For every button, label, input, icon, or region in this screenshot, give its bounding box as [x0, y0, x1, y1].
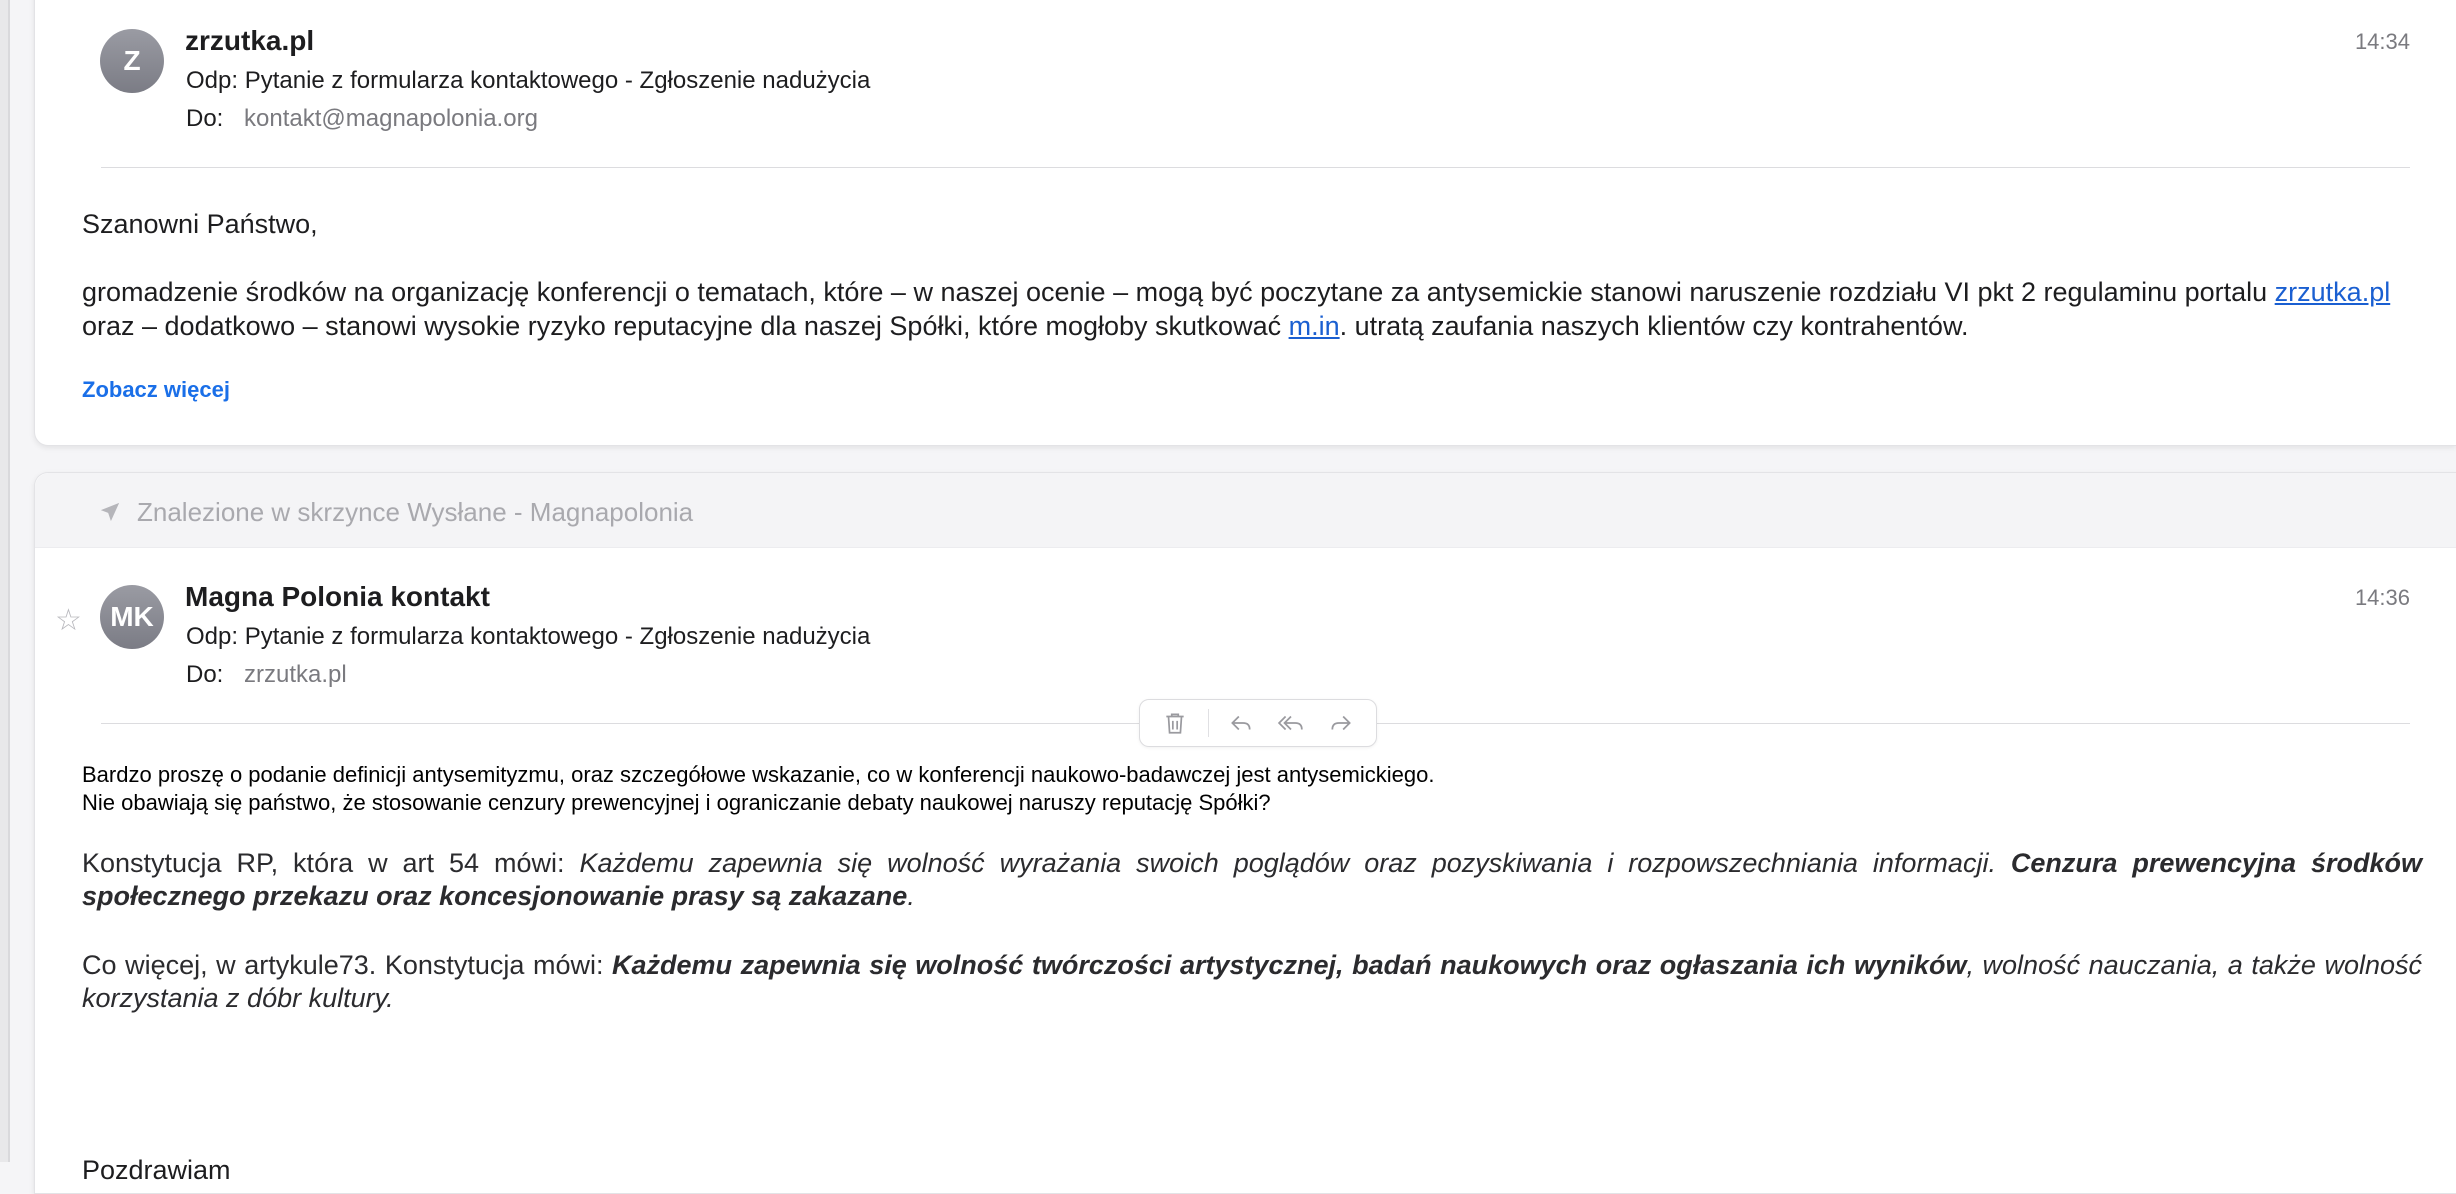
- email-card-2[interactable]: [34, 472, 2456, 1194]
- recipient-address[interactable]: zrzutka.pl: [244, 661, 347, 688]
- email-subject: Odp: Pytanie z formularza kontaktowego - Zgłoszenie nadużycia: [186, 623, 871, 650]
- email-body: [82, 275, 2422, 343]
- constitution-paragraph-1: [82, 847, 2422, 913]
- action-separator: [1208, 709, 1209, 737]
- paragraph-plain-text: Co więcej, w artykule73. Konstytucja mówi:: [82, 950, 613, 980]
- see-more-link[interactable]: Zobacz więcej: [82, 377, 230, 402]
- closing-text: Pozdrawiam: [82, 1155, 231, 1185]
- body-link-min[interactable]: m.in: [1288, 311, 1340, 341]
- email-greeting: Szanowni Państwo,: [82, 209, 318, 239]
- trash-icon[interactable]: [1158, 706, 1192, 740]
- paragraph-end: .: [907, 881, 915, 911]
- recipient-row: [186, 661, 347, 689]
- reply-body: [82, 761, 2422, 817]
- avatar: Z: [100, 29, 164, 93]
- paragraph-italic-text: Każdemu zapewnia się wolność wyrażania swoich poglądów oraz pozyskiwania i rozpowszechniania informacji.: [579, 848, 2011, 878]
- left-rail: [0, 0, 10, 1162]
- to-label: Do:: [186, 661, 224, 688]
- reply-line-1: Bardzo proszę o podanie definicji antysemityzmu, oraz szczegółowe wskazanie, co w konferencji naukowo-badawczej jest antysemickiego.: [82, 762, 1435, 787]
- found-in-mailbox-bar: [35, 473, 2456, 548]
- star-icon[interactable]: ☆: [55, 604, 82, 637]
- avatar: MK: [100, 585, 164, 649]
- reply-line-2: Nie obawiają się państwo, że stosowanie cenzury prewencyjnej i ograniczanie debaty naukowej naruszy reputację Spółki?: [82, 790, 1271, 815]
- paragraph-plain-text: Konstytucja RP, która w art 54 mówi:: [82, 848, 580, 878]
- body-link-zrzutka[interactable]: zrzutka.pl: [2274, 277, 2391, 307]
- constitution-paragraph-2: [82, 949, 2422, 1015]
- paragraph-bold-italic-text: Cenzura prewencyjna środków społecznego przekazu oraz koncesjonowanie prasy są zakazane: [82, 848, 2422, 911]
- paragraph-italic-text: , wolność nauczania, a także wolność korzystania z dóbr kultury.: [82, 950, 2422, 1013]
- paragraph-bold-italic-text: Każdemu zapewnia się wolność twórczości artystycznej, badań naukowych oraz ogłaszania ich wyników: [612, 950, 1967, 980]
- sender-name[interactable]: zrzutka.pl: [185, 25, 315, 56]
- body-text-part: oraz – dodatkowo – stanowi wysokie ryzyko reputacyjne dla naszej Spółki, które mogłoby skutkować: [82, 311, 1289, 341]
- to-label: Do:: [186, 105, 224, 132]
- recipient-address[interactable]: kontakt@magnapolonia.org: [244, 105, 538, 132]
- reply-icon[interactable]: [1224, 706, 1258, 740]
- email-card-1[interactable]: [34, 0, 2456, 446]
- forward-icon[interactable]: [1324, 706, 1358, 740]
- body-text-part: . utratą zaufania naszych klientów czy kontrahentów.: [1339, 311, 1969, 341]
- email-subject: Odp: Pytanie z formularza kontaktowego - Zgłoszenie nadużycia: [186, 67, 871, 94]
- paper-plane-icon: [99, 501, 121, 523]
- recipient-row: [186, 105, 538, 133]
- found-in-mailbox-text: Znalezione w skrzynce Wysłane - Magnapolonia: [137, 497, 694, 527]
- email-time: 14:34: [2354, 29, 2410, 54]
- header-divider: [101, 167, 2410, 168]
- reply-all-icon[interactable]: [1274, 706, 1308, 740]
- sender-name[interactable]: Magna Polonia kontakt: [185, 581, 490, 612]
- body-text-part: gromadzenie środków na organizację konferencji o tematach, które – w naszej ocenie – mogą być poczytane za antysemickie stanowi naruszenie rozdziału VI pkt 2 regulaminu portalu: [82, 277, 2275, 307]
- email-time: 14:36: [2354, 585, 2410, 610]
- message-action-bar: [1139, 699, 1377, 747]
